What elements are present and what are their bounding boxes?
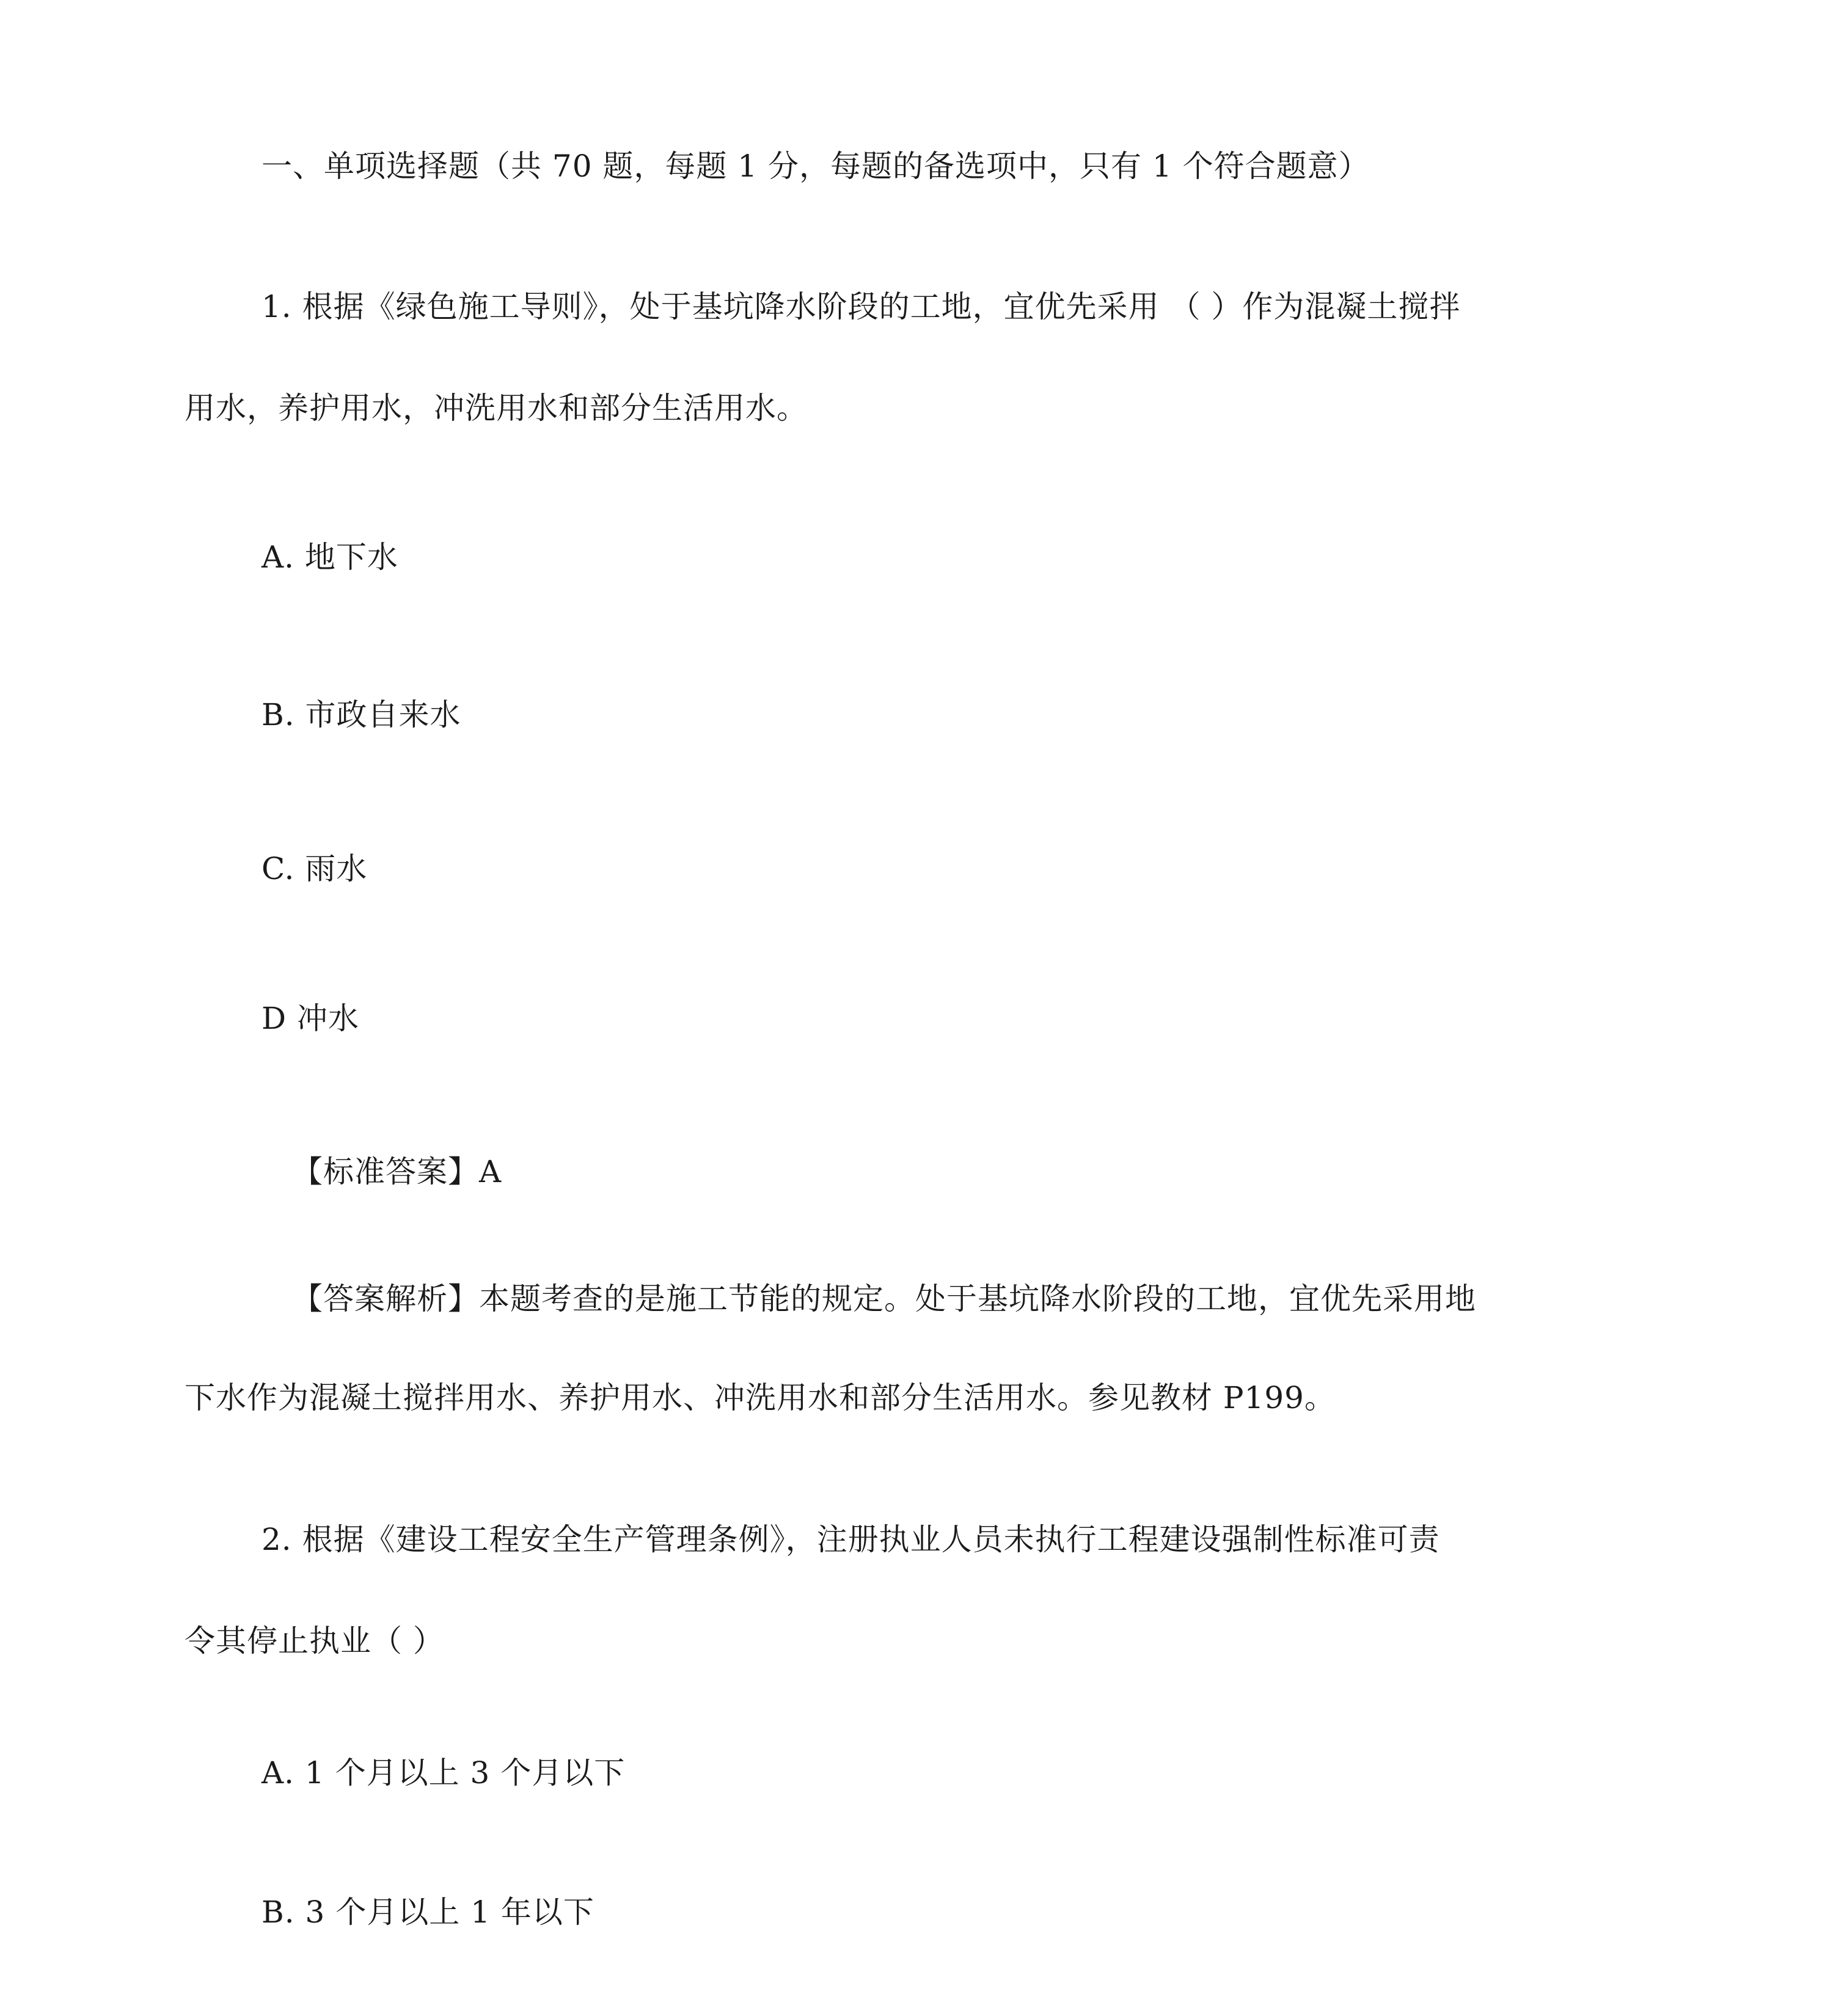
- option-b: B. 市政自来水: [261, 697, 461, 732]
- option-c: C. 雨水: [261, 851, 368, 886]
- question-stem-continued: 用水，养护用水，冲洗用水和部分生活用水。: [185, 390, 808, 426]
- question-stem: 1. 根据《绿色施工导则》，处于基坑降水阶段的工地，宜优先采用 （ ）作为混凝土搅拌: [261, 289, 1461, 324]
- option-b: B. 3 个月以上 1 年以下: [261, 1894, 594, 1930]
- standard-answer: 【标准答案】A: [292, 1154, 502, 1189]
- option-a: A. 1 个月以上 3 个月以下: [261, 1755, 626, 1791]
- section-heading: 一、单项选择题（共 70 题，每题 1 分，每题的备选项中，只有 1 个符合题意）: [261, 148, 1370, 184]
- answer-analysis-continued: 下水作为混凝土搅拌用水、养护用水、冲洗用水和部分生活用水。参见教材 P199。: [185, 1380, 1336, 1415]
- option-a: A. 地下水: [261, 539, 398, 575]
- question-stem: 2. 根据《建设工程安全生产管理条例》，注册执业人员未执行工程建设强制性标准可责: [261, 1522, 1440, 1557]
- question-stem-continued: 令其停止执业（ ）: [185, 1623, 444, 1659]
- option-d: D 冲水: [261, 1001, 359, 1036]
- answer-analysis: 【答案解析】本题考查的是施工节能的规定。处于基坑降水阶段的工地，宜优先采用地: [292, 1281, 1476, 1317]
